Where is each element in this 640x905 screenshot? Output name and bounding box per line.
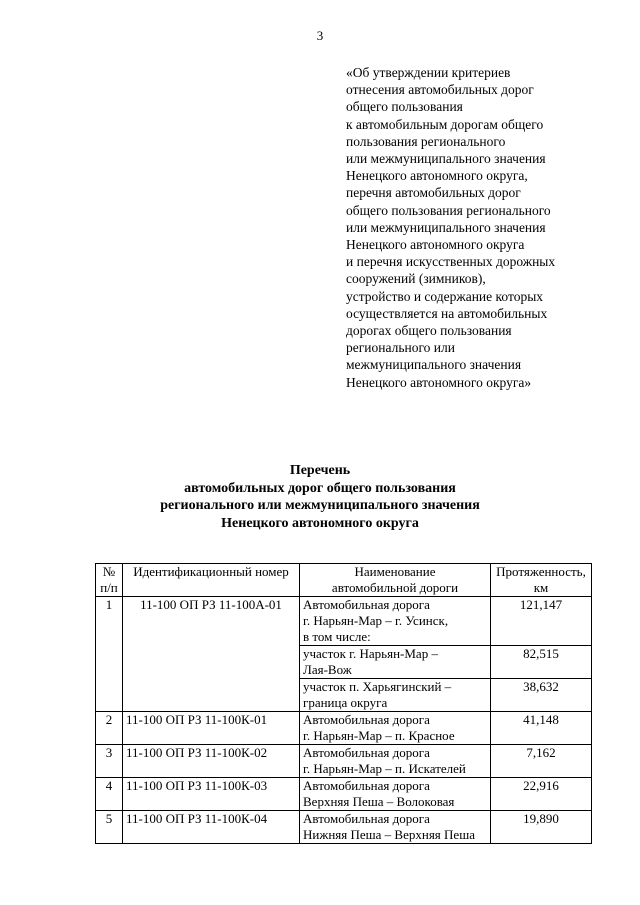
annex-line: или межмуниципального значения xyxy=(346,151,546,167)
document-title xyxy=(0,462,640,532)
row-id: 11-100 ОП РЗ 11-100К-01 xyxy=(123,712,300,745)
table-row xyxy=(96,745,592,778)
row-length: 22,916 xyxy=(491,778,592,811)
row-name: Автомобильная дорога г. Нарьян-Мар – п. Искателей xyxy=(300,745,491,778)
annex-line: к автомобильным дорогам общего xyxy=(346,116,544,132)
header-length: Протяженность, км xyxy=(491,564,592,597)
row-name: Автомобильная дорога Верхняя Пеша – Волоковая xyxy=(300,778,491,811)
annex-line: регионального или xyxy=(346,340,455,356)
annex-line: осуществляется на автомобильных xyxy=(346,305,548,321)
table-row xyxy=(96,597,592,646)
row-id: 11-100 ОП РЗ 11-100А-01 xyxy=(123,597,300,712)
annex-line: или межмуниципального значения xyxy=(346,219,546,235)
row-name: Автомобильная дорога Нижняя Пеша – Верхняя Пеша xyxy=(300,811,491,844)
title-line: Ненецкого автономного округа xyxy=(221,515,419,531)
row-num: 2 xyxy=(96,712,123,745)
annex-line: перечня автомобильных дорог xyxy=(346,185,521,201)
annex-line: дорогах общего пользования xyxy=(346,323,512,339)
annex-line: Ненецкого автономного округа, xyxy=(346,168,528,184)
annex-line: Ненецкого автономного округа» xyxy=(346,374,532,390)
title-line: Перечень xyxy=(289,463,351,478)
header-num: № п/п xyxy=(96,564,123,597)
header-id: Идентификационный номер xyxy=(123,564,300,597)
row-name: Автомобильная дорога г. Нарьян-Мар – г. Усинск, в том числе: xyxy=(300,597,491,646)
row-length: 41,148 xyxy=(491,712,592,745)
row-length: 19,890 xyxy=(491,811,592,844)
page-number: 3 xyxy=(316,28,324,43)
annex-line: устройство и содержание которых xyxy=(346,288,544,304)
row-num: 5 xyxy=(96,811,123,844)
annex-line: общего пользования регионального xyxy=(346,202,551,218)
row-length: 7,162 xyxy=(491,745,592,778)
annex-line: межмуниципального значения xyxy=(346,357,522,373)
annex-line: сооружений (зимников), xyxy=(346,271,486,287)
row-num: 4 xyxy=(96,778,123,811)
row-name: Автомобильная дорога г. Нарьян-Мар – п. Красное xyxy=(300,712,491,745)
annex-line: Ненецкого автономного округа xyxy=(346,237,525,253)
row-id: 11-100 ОП РЗ 11-100К-03 xyxy=(123,778,300,811)
row-id: 11-100 ОП РЗ 11-100К-04 xyxy=(123,811,300,844)
annex-line: отнесения автомобильных дорог xyxy=(346,82,534,98)
annex-line: и перечня искусственных дорожных xyxy=(346,254,556,270)
annex-line: пользования регионального xyxy=(346,133,506,149)
section-length: 82,515 xyxy=(491,646,592,679)
annex-line: «Об утверждении критериев xyxy=(346,65,511,80)
row-num: 3 xyxy=(96,745,123,778)
header-name: Наименование автомобильной дороги xyxy=(300,564,491,597)
annex-line: общего пользования xyxy=(346,99,463,115)
section-name: участок г. Нарьян-Мар – Лая-Вож xyxy=(300,646,491,679)
row-id: 11-100 ОП РЗ 11-100К-02 xyxy=(123,745,300,778)
row-length: 121,147 xyxy=(491,597,592,646)
title-line: автомобильных дорог общего пользования xyxy=(184,480,456,496)
section-name: участок п. Харьягинский – граница округа xyxy=(300,679,491,712)
table-row xyxy=(96,712,592,745)
table-row xyxy=(96,778,592,811)
table-row xyxy=(96,811,592,844)
row-num: 1 xyxy=(96,597,123,712)
annex-reference xyxy=(346,64,626,391)
section-length: 38,632 xyxy=(491,679,592,712)
title-line: регионального или межмуниципального значения xyxy=(160,498,480,513)
table-header-row xyxy=(96,564,592,597)
roads-table xyxy=(95,563,592,844)
